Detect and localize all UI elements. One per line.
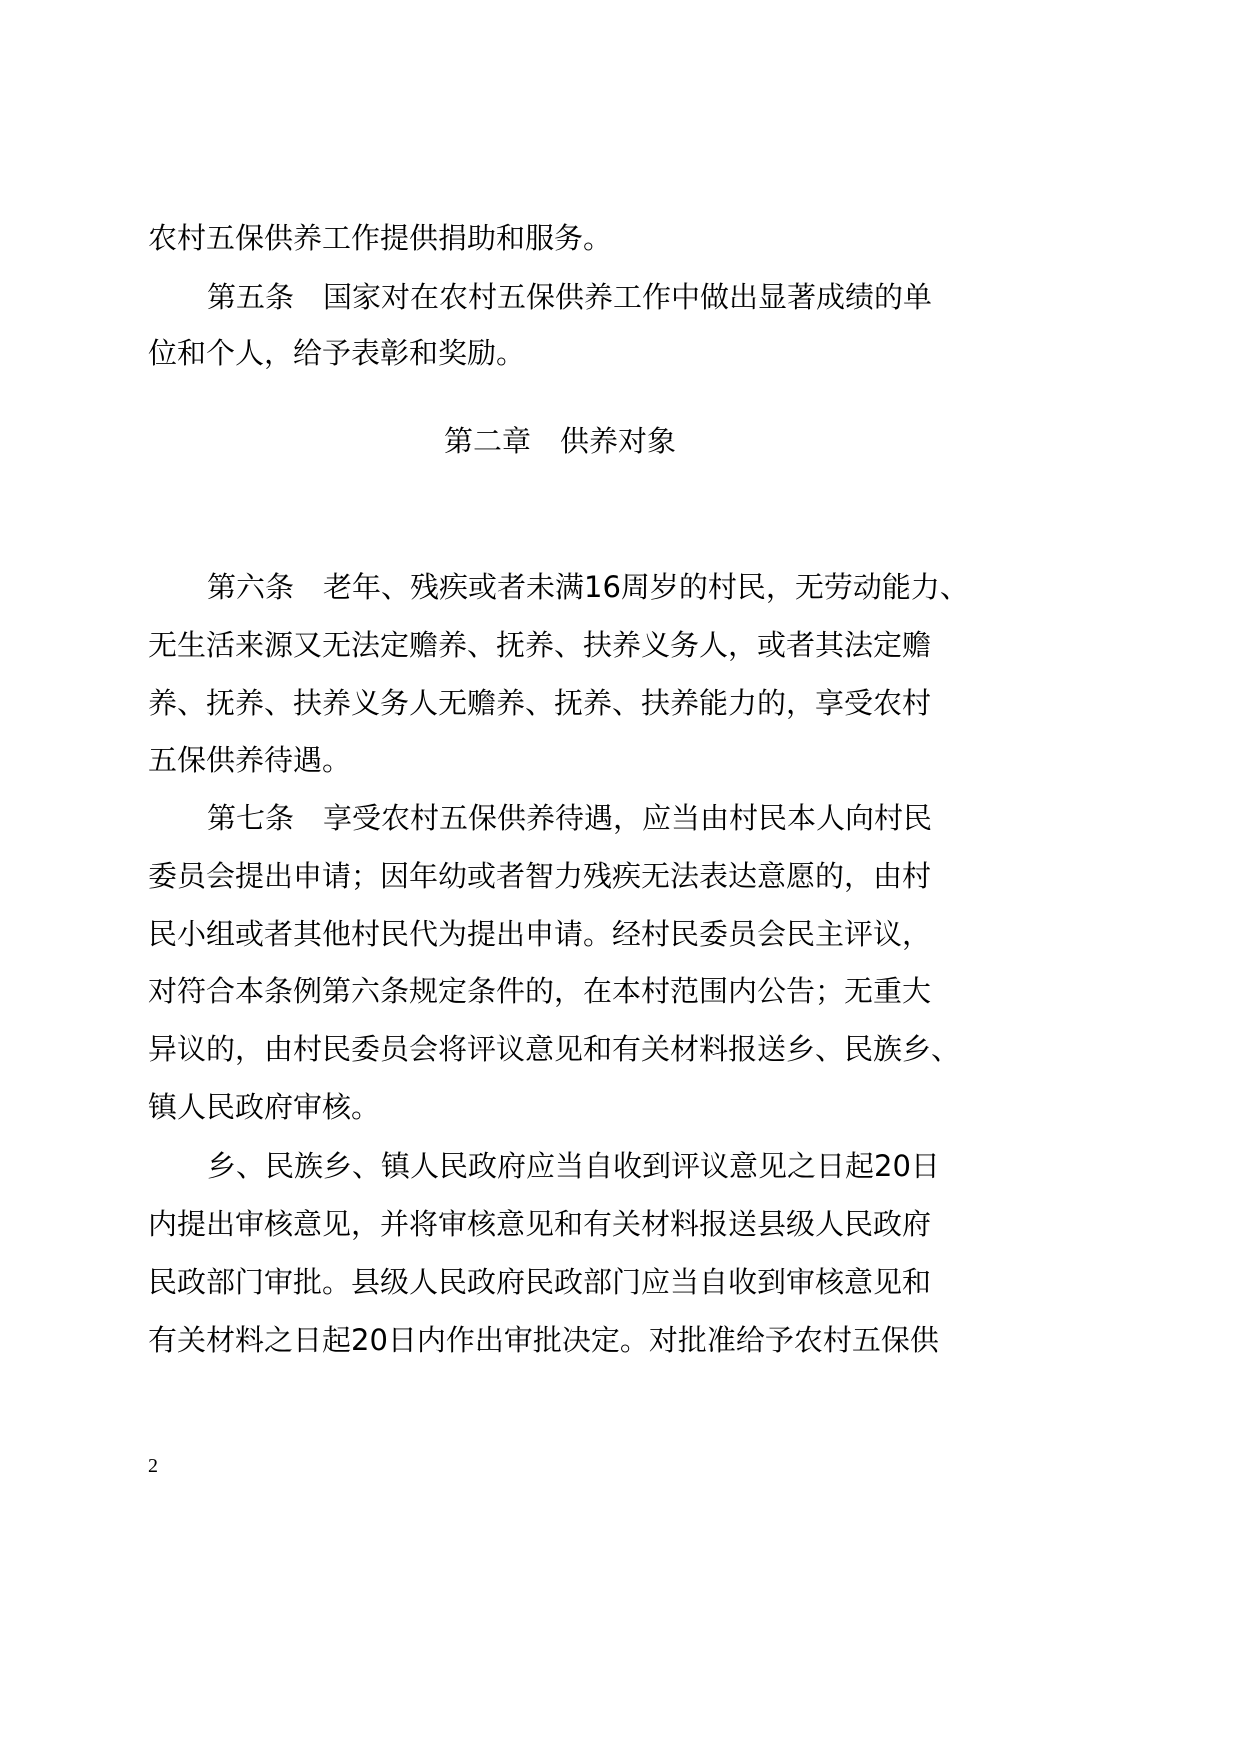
paragraph-line: 民小组或者其他村民代为提出申请。经村民委员会民主评议， bbox=[148, 917, 932, 951]
chapter-heading: 第二章 供养对象 bbox=[443, 424, 676, 458]
paragraph-line: 对符合本条例第六条规定条件的，在本村范围内公告；无重大 bbox=[148, 974, 932, 1008]
article-7-line: 第七条 享受农村五保供养待遇，应当由村民本人向村民 bbox=[207, 801, 933, 835]
paragraph-line: 镇人民政府审核。 bbox=[148, 1090, 381, 1124]
paragraph-line: 无生活来源又无法定赡养、抚养、扶养义务人，或者其法定赡 bbox=[148, 628, 932, 662]
paragraph-line: 农村五保供养工作提供捐助和服务。 bbox=[148, 221, 613, 255]
paragraph-line: 民政部门审批。县级人民政府民政部门应当自收到审核意见和 bbox=[148, 1265, 932, 1299]
paragraph-line: 有关材料之日起20日内作出审批决定。对批准给予农村五保供 bbox=[148, 1323, 939, 1357]
paragraph-line: 内提出审核意见，并将审核意见和有关材料报送县级人民政府 bbox=[148, 1207, 932, 1241]
paragraph-line: 五保供养待遇。 bbox=[148, 743, 352, 777]
paragraph-line: 委员会提出申请；因年幼或者智力残疾无法表达意愿的，由村 bbox=[148, 859, 932, 893]
paragraph-line: 位和个人，给予表彰和奖励。 bbox=[148, 336, 526, 370]
article-6-line: 第六条 老年、残疾或者未满16周岁的村民，无劳动能力、 bbox=[207, 570, 969, 604]
paragraph-line: 养、抚养、扶养义务人无赡养、抚养、扶养能力的，享受农村 bbox=[148, 686, 932, 720]
article-5-line: 第五条 国家对在农村五保供养工作中做出显著成绩的单 bbox=[207, 280, 933, 314]
paragraph-line: 异议的，由村民委员会将评议意见和有关材料报送乡、民族乡、 bbox=[148, 1032, 961, 1066]
paragraph-line: 乡、民族乡、镇人民政府应当自收到评议意见之日起20日 bbox=[207, 1149, 940, 1183]
page-number: 2 bbox=[148, 1455, 158, 1477]
